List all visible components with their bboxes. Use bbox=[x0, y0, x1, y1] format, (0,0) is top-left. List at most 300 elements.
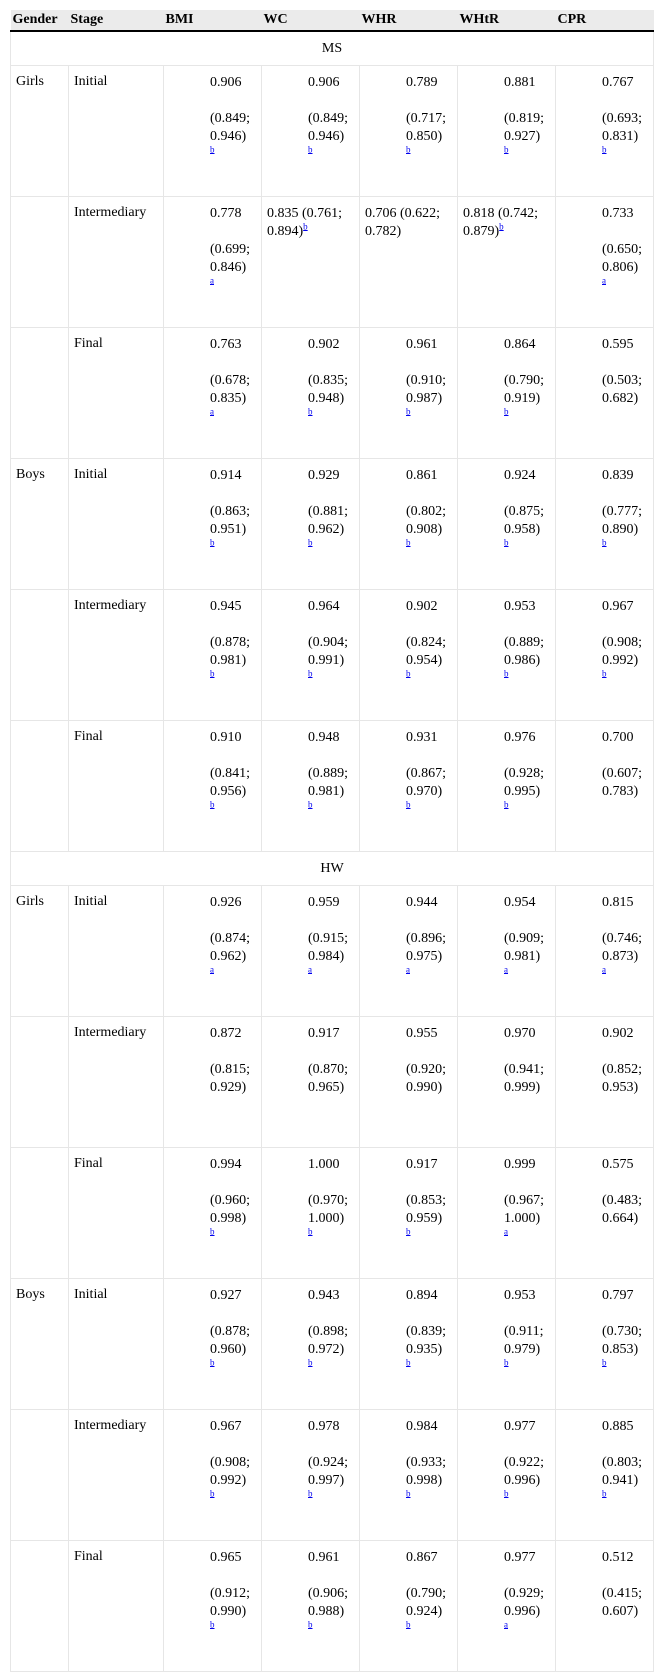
stage-cell: Final bbox=[69, 721, 164, 852]
auc-value: 0.954 bbox=[504, 895, 536, 910]
footnote-link[interactable]: a bbox=[504, 964, 508, 975]
auc-value: 0.763 bbox=[210, 337, 242, 352]
auc-value: 0.977 bbox=[504, 1550, 536, 1565]
footnote-link[interactable]: a bbox=[406, 964, 410, 975]
confidence-interval: (0.802; 0.908) bbox=[406, 504, 447, 537]
auc-value: 0.867 bbox=[406, 1550, 438, 1565]
confidence-interval: (0.875; 0.958) bbox=[504, 504, 545, 537]
gender-cell bbox=[11, 197, 69, 328]
gender-cell bbox=[11, 1148, 69, 1279]
footnote-link[interactable]: b bbox=[406, 799, 411, 810]
auc-value: 0.967 bbox=[210, 1419, 242, 1434]
section-label: MS bbox=[11, 31, 654, 66]
confidence-interval: (0.693; 0.831) bbox=[602, 111, 643, 144]
footnote-marker bbox=[210, 144, 215, 154]
section-row bbox=[11, 31, 654, 66]
cpr-cell bbox=[556, 1541, 654, 1672]
bmi-cell bbox=[164, 197, 262, 328]
footnote-link[interactable]: b bbox=[504, 1357, 509, 1368]
confidence-interval: (0.824; 0.954) bbox=[406, 635, 447, 668]
confidence-interval: (0.790; 0.924) bbox=[406, 1586, 447, 1619]
cpr-cell bbox=[556, 590, 654, 721]
footnote-link[interactable]: b bbox=[210, 1357, 215, 1368]
bmi-cell bbox=[164, 66, 262, 197]
gender-cell: Girls bbox=[11, 886, 69, 1017]
auc-value: 0.595 bbox=[602, 337, 634, 352]
confidence-interval: (0.503; 0.682) bbox=[602, 373, 643, 406]
confidence-interval: (0.607; 0.783) bbox=[602, 766, 643, 799]
footnote-link[interactable]: b bbox=[499, 221, 504, 232]
footnote-marker bbox=[602, 668, 607, 678]
footnote-marker bbox=[504, 1357, 509, 1367]
auc-value: 0.872 bbox=[210, 1026, 242, 1041]
footnote-marker bbox=[602, 964, 606, 974]
footnote-link[interactable]: b bbox=[504, 537, 509, 548]
gender-cell bbox=[11, 1017, 69, 1148]
footnote-marker bbox=[210, 964, 214, 974]
confidence-interval: (0.803; 0.941) bbox=[602, 1455, 643, 1488]
auc-value: 0.959 bbox=[308, 895, 340, 910]
footnote-link[interactable]: b bbox=[406, 537, 411, 548]
whr-cell bbox=[360, 328, 458, 459]
auc-value: 0.733 bbox=[602, 206, 634, 221]
table-header bbox=[11, 10, 654, 31]
auc-value: 0.967 bbox=[602, 599, 634, 614]
gender-cell bbox=[11, 1410, 69, 1541]
auc-value: 0.917 bbox=[406, 1157, 438, 1172]
auc-value: 0.789 bbox=[406, 75, 438, 90]
confidence-interval: (0.912; 0.990) bbox=[210, 1586, 251, 1619]
confidence-interval: (0.904; 0.991) bbox=[308, 635, 349, 668]
footnote-marker bbox=[406, 1619, 411, 1629]
auc-value: 0.943 bbox=[308, 1288, 340, 1303]
confidence-interval: (0.878; 0.981) bbox=[210, 635, 251, 668]
header-row bbox=[11, 10, 654, 31]
confidence-interval: (0.960; 0.998) bbox=[210, 1193, 251, 1226]
footnote-link[interactable]: b bbox=[504, 799, 509, 810]
stage-cell: Initial bbox=[69, 886, 164, 1017]
confidence-interval: (0.742; 0.879) bbox=[463, 206, 539, 239]
footnote-marker bbox=[308, 1226, 313, 1236]
footnote-marker bbox=[406, 537, 411, 547]
footnote-marker bbox=[406, 144, 411, 154]
whtr-cell bbox=[458, 1410, 556, 1541]
confidence-interval: (0.970; 1.000) bbox=[308, 1193, 349, 1226]
footnote-link[interactable]: b bbox=[406, 1488, 411, 1499]
auc-value: 0.917 bbox=[308, 1026, 340, 1041]
footnote-marker bbox=[308, 144, 313, 154]
footnote-link[interactable]: b bbox=[308, 406, 313, 417]
confidence-interval: (0.622; 0.782) bbox=[365, 206, 441, 239]
whtr-cell bbox=[458, 1541, 556, 1672]
auc-value: 0.902 bbox=[308, 337, 340, 352]
bmi-cell bbox=[164, 328, 262, 459]
footnote-link[interactable]: b bbox=[406, 668, 411, 679]
whtr-cell bbox=[458, 66, 556, 197]
auc-value: 0.953 bbox=[504, 1288, 536, 1303]
auc-value: 0.945 bbox=[210, 599, 242, 614]
footnote-link[interactable]: b bbox=[210, 537, 215, 548]
footnote-link[interactable]: b bbox=[308, 1619, 313, 1630]
bmi-cell bbox=[164, 590, 262, 721]
footnote-link[interactable]: b bbox=[308, 1488, 313, 1499]
footnote-marker bbox=[406, 799, 411, 809]
whtr-cell bbox=[458, 459, 556, 590]
footnote-link[interactable]: b bbox=[210, 799, 215, 810]
footnote-link[interactable]: b bbox=[308, 1226, 313, 1237]
footnote-link[interactable]: b bbox=[504, 406, 509, 417]
header-cpr: CPR bbox=[556, 10, 654, 31]
footnote-marker bbox=[406, 1488, 411, 1498]
auc-value: 0.976 bbox=[504, 730, 536, 745]
auc-value: 0.926 bbox=[210, 895, 242, 910]
confidence-interval: (0.415; 0.607) bbox=[602, 1586, 643, 1619]
footnote-link[interactable]: b bbox=[602, 144, 607, 155]
footnote-marker bbox=[210, 668, 215, 678]
whtr-cell bbox=[458, 197, 556, 328]
footnote-marker bbox=[303, 221, 308, 231]
whr-cell bbox=[360, 1017, 458, 1148]
stage-cell: Initial bbox=[69, 66, 164, 197]
confidence-interval: (0.815; 0.929) bbox=[210, 1062, 251, 1095]
header-stage: Stage bbox=[69, 10, 164, 31]
stage-cell: Final bbox=[69, 1148, 164, 1279]
wc-cell bbox=[262, 1541, 360, 1672]
footnote-link[interactable]: b bbox=[406, 144, 411, 155]
confidence-interval: (0.841; 0.956) bbox=[210, 766, 251, 799]
footnote-link[interactable]: a bbox=[308, 964, 312, 975]
confidence-interval: (0.922; 0.996) bbox=[504, 1455, 545, 1488]
footnote-marker bbox=[504, 406, 509, 416]
footnote-marker bbox=[308, 668, 313, 678]
auc-value: 0.953 bbox=[504, 599, 536, 614]
confidence-interval: (0.650; 0.806) bbox=[602, 242, 643, 275]
footnote-marker bbox=[210, 799, 215, 809]
bmi-cell bbox=[164, 1017, 262, 1148]
whr-cell bbox=[360, 721, 458, 852]
confidence-interval: (0.777; 0.890) bbox=[602, 504, 643, 537]
footnote-link[interactable]: a bbox=[602, 275, 606, 286]
auc-value: 0.835 bbox=[267, 206, 299, 221]
confidence-interval: (0.924; 0.997) bbox=[308, 1455, 349, 1488]
gender-cell bbox=[11, 721, 69, 852]
table-row bbox=[11, 459, 654, 590]
footnote-link[interactable]: a bbox=[504, 1226, 508, 1237]
footnote-link[interactable]: a bbox=[210, 275, 214, 286]
whtr-cell bbox=[458, 590, 556, 721]
footnote-link[interactable]: a bbox=[504, 1619, 508, 1630]
cpr-cell bbox=[556, 459, 654, 590]
wc-cell bbox=[262, 1017, 360, 1148]
auc-value: 0.961 bbox=[406, 337, 438, 352]
auc-value: 0.948 bbox=[308, 730, 340, 745]
footnote-marker bbox=[308, 1357, 313, 1367]
confidence-interval: (0.889; 0.986) bbox=[504, 635, 545, 668]
footnote-link[interactable]: b bbox=[308, 537, 313, 548]
footnote-link[interactable]: b bbox=[308, 668, 313, 679]
auc-value: 0.767 bbox=[602, 75, 634, 90]
cpr-cell bbox=[556, 66, 654, 197]
auc-value: 0.902 bbox=[602, 1026, 634, 1041]
auc-value: 0.924 bbox=[504, 468, 536, 483]
cpr-cell bbox=[556, 1279, 654, 1410]
whr-cell bbox=[360, 1279, 458, 1410]
auc-value: 0.910 bbox=[210, 730, 242, 745]
bmi-cell bbox=[164, 1279, 262, 1410]
footnote-link[interactable]: b bbox=[406, 1357, 411, 1368]
cpr-cell bbox=[556, 197, 654, 328]
footnote-link[interactable]: b bbox=[504, 668, 509, 679]
footnote-marker bbox=[504, 1226, 508, 1236]
footnote-marker bbox=[210, 1357, 215, 1367]
auc-value: 0.700 bbox=[602, 730, 634, 745]
footnote-marker bbox=[210, 1488, 215, 1498]
footnote-marker bbox=[504, 144, 509, 154]
stage-cell: Intermediary bbox=[69, 197, 164, 328]
whr-cell bbox=[360, 1541, 458, 1672]
confidence-interval: (0.730; 0.853) bbox=[602, 1324, 643, 1357]
auc-value: 0.929 bbox=[308, 468, 340, 483]
footnote-link[interactable]: b bbox=[602, 668, 607, 679]
footnote-marker bbox=[602, 1357, 607, 1367]
whtr-cell bbox=[458, 1279, 556, 1410]
confidence-interval: (0.746; 0.873) bbox=[602, 931, 643, 964]
auc-value: 0.961 bbox=[308, 1550, 340, 1565]
table-body bbox=[11, 31, 654, 1672]
auc-value: 0.984 bbox=[406, 1419, 438, 1434]
results-table bbox=[10, 10, 654, 1672]
auc-value: 0.955 bbox=[406, 1026, 438, 1041]
stage-cell: Initial bbox=[69, 1279, 164, 1410]
stage-cell: Intermediary bbox=[69, 590, 164, 721]
table-row bbox=[11, 721, 654, 852]
auc-value: 0.944 bbox=[406, 895, 438, 910]
auc-value: 0.970 bbox=[504, 1026, 536, 1041]
footnote-marker bbox=[308, 406, 313, 416]
footnote-link[interactable]: a bbox=[210, 406, 214, 417]
footnote-marker bbox=[406, 1226, 411, 1236]
confidence-interval: (0.835; 0.948) bbox=[308, 373, 349, 406]
footnote-marker bbox=[504, 1488, 509, 1498]
auc-value: 0.778 bbox=[210, 206, 242, 221]
confidence-interval: (0.911; 0.979) bbox=[504, 1324, 544, 1357]
confidence-interval: (0.929; 0.996) bbox=[504, 1586, 545, 1619]
footnote-marker bbox=[504, 537, 509, 547]
section-label: HW bbox=[11, 852, 654, 886]
header-whtr: WHtR bbox=[458, 10, 556, 31]
table-row bbox=[11, 590, 654, 721]
footnote-link[interactable]: b bbox=[308, 799, 313, 810]
confidence-interval: (0.928; 0.995) bbox=[504, 766, 545, 799]
bmi-cell bbox=[164, 1148, 262, 1279]
table-row bbox=[11, 1017, 654, 1148]
auc-value: 0.965 bbox=[210, 1550, 242, 1565]
auc-value: 0.906 bbox=[308, 75, 340, 90]
cpr-cell bbox=[556, 1410, 654, 1541]
footnote-link[interactable]: b bbox=[210, 1619, 215, 1630]
confidence-interval: (0.908; 0.992) bbox=[602, 635, 643, 668]
auc-value: 0.977 bbox=[504, 1419, 536, 1434]
auc-value: 0.881 bbox=[504, 75, 536, 90]
auc-value: 0.902 bbox=[406, 599, 438, 614]
cpr-cell bbox=[556, 1017, 654, 1148]
auc-value: 0.815 bbox=[602, 895, 634, 910]
whr-cell bbox=[360, 66, 458, 197]
confidence-interval: (0.717; 0.850) bbox=[406, 111, 447, 144]
footnote-link[interactable]: b bbox=[406, 1226, 411, 1237]
confidence-interval: (0.908; 0.992) bbox=[210, 1455, 251, 1488]
footnote-marker bbox=[308, 1488, 313, 1498]
footnote-link[interactable]: a bbox=[602, 964, 606, 975]
confidence-interval: (0.896; 0.975) bbox=[406, 931, 447, 964]
auc-value: 0.914 bbox=[210, 468, 242, 483]
wc-cell bbox=[262, 886, 360, 1017]
auc-value: 0.818 bbox=[463, 206, 495, 221]
whtr-cell bbox=[458, 1017, 556, 1148]
footnote-link[interactable]: b bbox=[406, 1619, 411, 1630]
footnote-marker bbox=[308, 537, 313, 547]
auc-value: 0.894 bbox=[406, 1288, 438, 1303]
footnote-marker bbox=[210, 275, 214, 285]
footnote-link[interactable]: b bbox=[308, 1357, 313, 1368]
section-row bbox=[11, 852, 654, 886]
confidence-interval: (0.839; 0.935) bbox=[406, 1324, 447, 1357]
gender-cell bbox=[11, 1541, 69, 1672]
wc-cell bbox=[262, 328, 360, 459]
table-row bbox=[11, 328, 654, 459]
auc-value: 0.864 bbox=[504, 337, 536, 352]
footnote-link[interactable]: b bbox=[406, 406, 411, 417]
header-whr: WHR bbox=[360, 10, 458, 31]
table-row bbox=[11, 66, 654, 197]
wc-cell bbox=[262, 1410, 360, 1541]
auc-value: 0.512 bbox=[602, 1550, 634, 1565]
cpr-cell bbox=[556, 1148, 654, 1279]
footnote-marker bbox=[210, 1226, 215, 1236]
wc-cell bbox=[262, 721, 360, 852]
footnote-link[interactable]: b bbox=[210, 668, 215, 679]
cpr-cell bbox=[556, 721, 654, 852]
confidence-interval: (0.906; 0.988) bbox=[308, 1586, 349, 1619]
footnote-link[interactable]: b bbox=[210, 144, 215, 155]
footnote-marker bbox=[406, 964, 410, 974]
header-wc: WC bbox=[262, 10, 360, 31]
gender-cell: Boys bbox=[11, 1279, 69, 1410]
footnote-marker bbox=[210, 406, 214, 416]
footnote-link[interactable]: b bbox=[308, 144, 313, 155]
footnote-link[interactable]: b bbox=[504, 1488, 509, 1499]
header-bmi: BMI bbox=[164, 10, 262, 31]
confidence-interval: (0.863; 0.951) bbox=[210, 504, 251, 537]
footnote-marker bbox=[602, 275, 606, 285]
footnote-link[interactable]: b bbox=[602, 537, 607, 548]
footnote-marker bbox=[308, 799, 313, 809]
stage-cell: Intermediary bbox=[69, 1410, 164, 1541]
gender-cell: Girls bbox=[11, 66, 69, 197]
confidence-interval: (0.933; 0.998) bbox=[406, 1455, 447, 1488]
confidence-interval: (0.898; 0.972) bbox=[308, 1324, 349, 1357]
whr-cell bbox=[360, 197, 458, 328]
whtr-cell bbox=[458, 721, 556, 852]
footnote-marker bbox=[499, 221, 504, 231]
footnote-marker bbox=[504, 1619, 508, 1629]
whr-cell bbox=[360, 1410, 458, 1541]
whr-cell bbox=[360, 459, 458, 590]
footnote-marker bbox=[406, 1357, 411, 1367]
table-row bbox=[11, 1279, 654, 1410]
table-row bbox=[11, 1148, 654, 1279]
confidence-interval: (0.849; 0.946) bbox=[308, 111, 349, 144]
auc-value: 0.575 bbox=[602, 1157, 634, 1172]
auc-value: 0.927 bbox=[210, 1288, 242, 1303]
auc-value: 0.964 bbox=[308, 599, 340, 614]
confidence-interval: (0.909; 0.981) bbox=[504, 931, 545, 964]
footnote-marker bbox=[210, 1619, 215, 1629]
stage-cell: Initial bbox=[69, 459, 164, 590]
confidence-interval: (0.870; 0.965) bbox=[308, 1062, 349, 1095]
stage-cell: Final bbox=[69, 328, 164, 459]
confidence-interval: (0.874; 0.962) bbox=[210, 931, 251, 964]
confidence-interval: (0.790; 0.919) bbox=[504, 373, 545, 406]
confidence-interval: (0.920; 0.990) bbox=[406, 1062, 447, 1095]
whtr-cell bbox=[458, 1148, 556, 1279]
auc-value: 0.931 bbox=[406, 730, 438, 745]
wc-cell bbox=[262, 1279, 360, 1410]
whtr-cell bbox=[458, 328, 556, 459]
confidence-interval: (0.878; 0.960) bbox=[210, 1324, 251, 1357]
footnote-link[interactable]: b bbox=[602, 1488, 607, 1499]
confidence-interval: (0.761; 0.894) bbox=[267, 206, 343, 239]
wc-cell bbox=[262, 66, 360, 197]
footnote-link[interactable]: b bbox=[504, 144, 509, 155]
footnote-marker bbox=[406, 668, 411, 678]
confidence-interval: (0.867; 0.970) bbox=[406, 766, 447, 799]
footnote-marker bbox=[602, 537, 607, 547]
footnote-marker bbox=[308, 1619, 313, 1629]
wc-cell bbox=[262, 459, 360, 590]
confidence-interval: (0.967; 1.000) bbox=[504, 1193, 545, 1226]
whr-cell bbox=[360, 590, 458, 721]
confidence-interval: (0.483; 0.664) bbox=[602, 1193, 643, 1226]
confidence-interval: (0.910; 0.987) bbox=[406, 373, 447, 406]
auc-value: 0.885 bbox=[602, 1419, 634, 1434]
bmi-cell bbox=[164, 459, 262, 590]
footnote-link[interactable]: b bbox=[602, 1357, 607, 1368]
bmi-cell bbox=[164, 1410, 262, 1541]
wc-cell bbox=[262, 590, 360, 721]
footnote-marker bbox=[406, 406, 411, 416]
auc-value: 0.797 bbox=[602, 1288, 634, 1303]
confidence-interval: (0.678; 0.835) bbox=[210, 373, 251, 406]
stage-cell: Final bbox=[69, 1541, 164, 1672]
gender-cell bbox=[11, 328, 69, 459]
auc-value: 0.978 bbox=[308, 1419, 340, 1434]
footnote-link[interactable]: b bbox=[210, 1226, 215, 1237]
wc-cell bbox=[262, 197, 360, 328]
footnote-link[interactable]: a bbox=[210, 964, 214, 975]
whr-cell bbox=[360, 1148, 458, 1279]
footnote-link[interactable]: b bbox=[210, 1488, 215, 1499]
auc-value: 0.906 bbox=[210, 75, 242, 90]
auc-value: 0.706 bbox=[365, 206, 397, 221]
stage-cell: Intermediary bbox=[69, 1017, 164, 1148]
gender-cell: Boys bbox=[11, 459, 69, 590]
confidence-interval: (0.889; 0.981) bbox=[308, 766, 349, 799]
whtr-cell bbox=[458, 886, 556, 1017]
table-row bbox=[11, 1541, 654, 1672]
footnote-link[interactable]: b bbox=[303, 221, 308, 232]
gender-cell bbox=[11, 590, 69, 721]
